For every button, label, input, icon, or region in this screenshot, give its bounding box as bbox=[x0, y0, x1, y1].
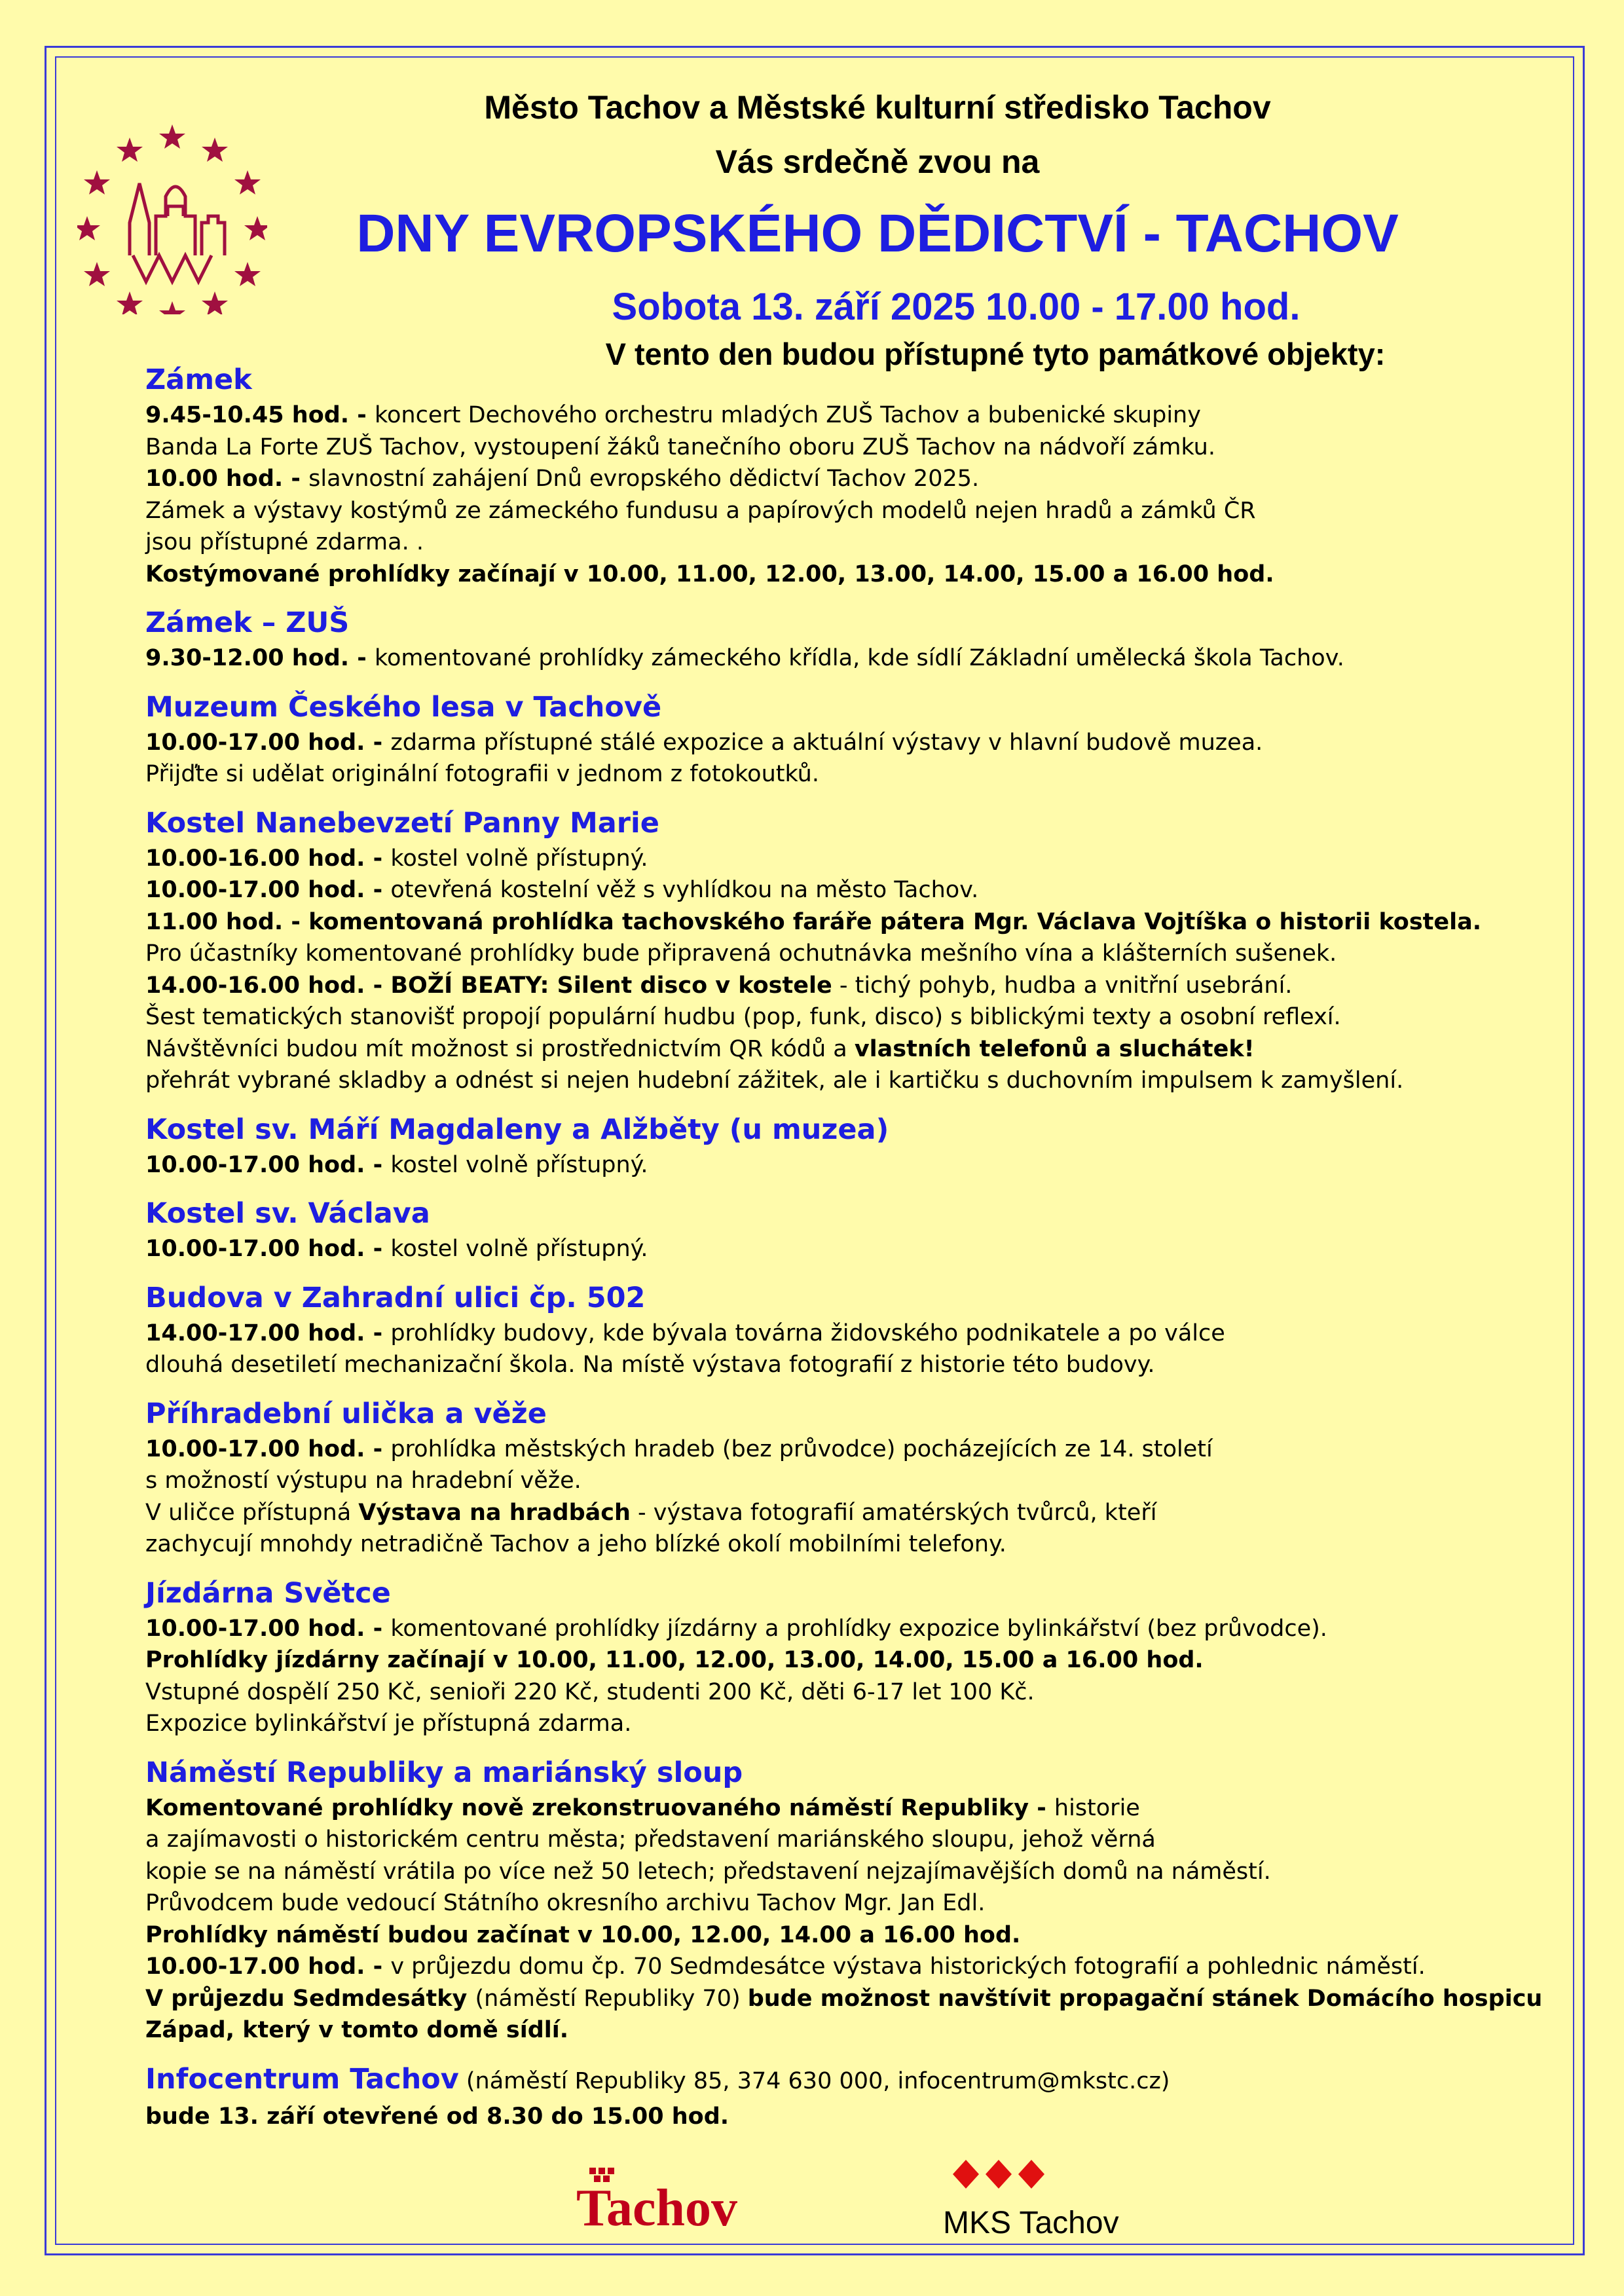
program-section bbox=[145, 688, 1553, 790]
section-title bbox=[145, 603, 1553, 642]
bold-text: 10.00-16.00 hod. - bbox=[145, 845, 391, 872]
program-line bbox=[145, 399, 1553, 432]
body-text: - tichý pohyb, hudba a vnitřní usebrání. bbox=[832, 972, 1293, 999]
program-line bbox=[145, 495, 1553, 527]
program-line bbox=[145, 1318, 1553, 1350]
program-line bbox=[145, 843, 1553, 875]
body-text: Návštěvníci budou mít možnost si prostřednictvím QR kódů a bbox=[145, 1035, 855, 1062]
program-line bbox=[145, 1528, 1553, 1561]
section-title bbox=[145, 2060, 1553, 2101]
bold-text: 14.00-17.00 hod. - bbox=[145, 1320, 391, 1346]
bold-text: bude 13. září otevřené od 8.30 do 15.00 hod. bbox=[145, 2103, 729, 2130]
bold-text: 10.00 hod. - bbox=[145, 466, 309, 492]
section-title bbox=[145, 1394, 1553, 1434]
program-section bbox=[145, 1574, 1553, 1740]
program-line bbox=[145, 463, 1553, 495]
section-title bbox=[145, 1278, 1553, 1318]
body-text: Banda La Forte ZUŠ Tachov, vystoupení žáků tanečního oboru ZUŠ Tachov na nádvoří zámku. bbox=[145, 434, 1215, 460]
section-title-text: Kostel sv. Václava bbox=[145, 1197, 430, 1230]
event-title: DNY EVROPSKÉHO DĚDICTVÍ - TACHOV bbox=[356, 204, 1399, 263]
program-section bbox=[145, 1278, 1553, 1381]
program-line bbox=[145, 1792, 1553, 1824]
program-line bbox=[145, 1065, 1553, 1097]
bold-text: 10.00-17.00 hod. - bbox=[145, 729, 391, 756]
body-text: Přijďte si udělat originální fotografii v jednom z fotokoutků. bbox=[145, 761, 819, 787]
body-text: komentované prohlídky zámeckého křídla, kde sídlí Základní umělecká škola Tachov. bbox=[374, 645, 1344, 671]
program-line bbox=[145, 1708, 1553, 1740]
program-line bbox=[145, 1951, 1553, 1983]
section-title bbox=[145, 688, 1553, 727]
section-title bbox=[145, 1574, 1553, 1613]
body-text: slavnostní zahájení Dnů evropského dědictví Tachov 2025. bbox=[308, 466, 980, 492]
program-line bbox=[145, 970, 1553, 1002]
intro-line: V tento den budou přístupné tyto památkové objekty: bbox=[605, 337, 1386, 371]
program-section bbox=[145, 2060, 1553, 2133]
bold-text: 10.00-17.00 hod. - bbox=[145, 877, 391, 903]
body-text: dlouhá desetiletí mechanizační škola. Na místě výstava fotografií z historie této budovy. bbox=[145, 1352, 1155, 1378]
program-line bbox=[145, 938, 1553, 970]
bold-text: 9.45-10.45 hod. - bbox=[145, 402, 375, 428]
program-line bbox=[145, 1887, 1553, 1919]
program-section bbox=[145, 804, 1553, 1097]
body-text: přehrát vybrané skladby a odnést si nejen hudební zážitek, ale i kartičku s duchovním impulsem k zamyšlení. bbox=[145, 1067, 1404, 1094]
body-text: jsou přístupné zdarma. . bbox=[145, 529, 424, 555]
organizers-line: Město Tachov a Městské kulturní středisko Tachov bbox=[484, 89, 1271, 126]
program-line bbox=[145, 1644, 1553, 1676]
bold-text: 10.00-17.00 hod. - bbox=[145, 1615, 391, 1642]
bold-text: Komentované prohlídky nově zrekonstruovaného náměstí Republiky - bbox=[145, 1794, 1054, 1821]
section-title-text: Příhradební ulička a věže bbox=[145, 1397, 547, 1430]
section-title-text: Muzeum Českého lesa v Tachově bbox=[145, 690, 662, 724]
program-section bbox=[145, 1194, 1553, 1265]
section-title bbox=[145, 804, 1553, 843]
section-title-text: Infocentrum Tachov bbox=[145, 2062, 459, 2096]
program-line bbox=[145, 527, 1553, 559]
body-text: Vstupné dospělí 250 Kč, senioři 220 Kč, studenti 200 Kč, děti 6-17 let 100 Kč. bbox=[145, 1678, 1035, 1705]
program-line bbox=[145, 1613, 1553, 1645]
section-title-text: Kostel sv. Máří Magdaleny a Alžběty (u muzea) bbox=[145, 1113, 889, 1146]
program-line bbox=[145, 1676, 1553, 1709]
program-section bbox=[145, 603, 1553, 675]
bold-text: 9.30-12.00 hod. - bbox=[145, 645, 375, 671]
body-text: V uličce přístupná bbox=[145, 1499, 359, 1526]
body-text: koncert Dechového orchestru mladých ZUŠ Tachov a bubenické skupiny bbox=[374, 402, 1201, 428]
program-line bbox=[145, 2014, 1553, 2046]
program-line bbox=[145, 874, 1553, 906]
program-section bbox=[145, 1110, 1553, 1181]
program-line bbox=[145, 1001, 1553, 1033]
body-text: v průjezdu domu čp. 70 Sedmdesátce výstava historických fotografií a pohlednic náměstí. bbox=[390, 1953, 1426, 1980]
invite-line: Vás srdečně zvou na bbox=[715, 143, 1040, 180]
program-line bbox=[145, 906, 1553, 938]
program-line bbox=[145, 1919, 1553, 1952]
bold-text: V průjezdu Sedmdesátky bbox=[145, 1985, 475, 2012]
bold-text: Výstava na hradbách bbox=[358, 1499, 631, 1526]
section-title bbox=[145, 360, 1553, 399]
body-text: (náměstí Republiky 70) bbox=[475, 1985, 748, 2012]
body-text: Pro účastníky komentované prohlídky bude připravená ochutnávka mešního vína a klášterních sušenek. bbox=[145, 940, 1337, 967]
section-title-text: Jízdárna Světce bbox=[145, 1576, 391, 1610]
section-title-suffix: (náměstí Republiky 85, 374 630 000, infocentrum@mkstc.cz) bbox=[458, 2067, 1170, 2094]
program-line bbox=[145, 1983, 1553, 2015]
program-line bbox=[145, 727, 1553, 759]
bold-text: bude možnost navštívit propagační stánek Domácího hospicu bbox=[747, 1985, 1543, 2012]
bold-text: Kostýmované prohlídky začínají v 10.00, 11.00, 12.00, 13.00, 14.00, 15.00 a 16.00 hod. bbox=[145, 561, 1274, 587]
tachov-logo-text: Tachov bbox=[576, 2179, 738, 2233]
program-line bbox=[145, 1856, 1553, 1888]
program-line bbox=[145, 1033, 1553, 1065]
section-title-text: Kostel Nanebevzetí Panny Marie bbox=[145, 806, 659, 840]
section-title-text: Budova v Zahradní ulici čp. 502 bbox=[145, 1281, 646, 1314]
body-text: Expozice bylinkářství je přístupná zdarma. bbox=[145, 1711, 632, 1737]
program-line bbox=[145, 559, 1553, 591]
program-line bbox=[145, 1465, 1553, 1497]
event-date: Sobota 13. září 2025 10.00 - 17.00 hod. bbox=[612, 286, 1301, 328]
program-line bbox=[145, 1349, 1553, 1381]
body-text: Průvodcem bude vedoucí Státního okresního archivu Tachov Mgr. Jan Edl. bbox=[145, 1890, 986, 1916]
bold-text: 10.00-17.00 hod. - bbox=[145, 1236, 391, 1262]
program-line bbox=[145, 642, 1553, 675]
program-section bbox=[145, 1394, 1553, 1561]
tachov-city-logo bbox=[576, 2168, 779, 2233]
section-title-text: Zámek – ZUŠ bbox=[145, 606, 350, 639]
section-title-text: Náměstí Republiky a mariánský sloup bbox=[145, 1756, 743, 1789]
bold-text: 10.00-17.00 hod. - bbox=[145, 1151, 391, 1178]
program-list bbox=[145, 360, 1553, 2145]
body-text: kopie se na náměstí vrátila po více než 50 letech; představení nejzajímavějších domů na náměstí. bbox=[145, 1858, 1271, 1885]
body-text: s možností výstupu na hradební věže. bbox=[145, 1468, 581, 1494]
body-text: zdarma přístupné stálé expozice a aktuální výstavy v hlavní budově muzea. bbox=[390, 729, 1263, 756]
body-text: - výstava fotografií amatérských tvůrců, kteří bbox=[630, 1499, 1157, 1526]
program-line bbox=[145, 1149, 1553, 1181]
section-title bbox=[145, 1194, 1553, 1233]
body-text: kostel volně přístupný. bbox=[390, 845, 648, 872]
body-text: komentované prohlídky jízdárny a prohlídky expozice bylinkářství (bez průvodce). bbox=[390, 1615, 1327, 1642]
bold-text: 11.00 hod. - komentovaná prohlídka tachovského faráře pátera Mgr. Václava Vojtíška o historii kostela. bbox=[145, 908, 1482, 935]
section-title-text: Zámek bbox=[145, 363, 252, 396]
mks-text: MKS Tachov bbox=[943, 2206, 1119, 2240]
body-text: prohlídka městských hradeb (bez průvodce) pocházejících ze 14. století bbox=[390, 1435, 1213, 1462]
program-line bbox=[145, 1434, 1553, 1466]
program-line bbox=[145, 758, 1553, 790]
body-text: kostel volně přístupný. bbox=[390, 1236, 648, 1262]
mks-tachov-logo bbox=[943, 2155, 1153, 2240]
body-text: Zámek a výstavy kostýmů ze zámeckého fundusu a papírových modelů nejen hradů a zámků ČR bbox=[145, 497, 1256, 524]
body-text: historie bbox=[1054, 1794, 1140, 1821]
body-text: kostel volně přístupný. bbox=[390, 1151, 648, 1178]
body-text: Šest tematických stanovišť propojí populární hudbu (pop, funk, disco) s biblickými texty a osobní reflexí. bbox=[145, 1004, 1341, 1030]
body-text: prohlídky budovy, kde bývala továrna židovského podnikatele a po válce bbox=[390, 1320, 1225, 1346]
body-text: otevřená kostelní věž s vyhlídkou na město Tachov. bbox=[390, 877, 979, 903]
program-section bbox=[145, 1753, 1553, 2046]
program-line bbox=[145, 1233, 1553, 1265]
bold-text: 10.00-17.00 hod. - bbox=[145, 1435, 391, 1462]
bold-text: Prohlídky náměstí budou začínat v 10.00, 12.00, 14.00 a 16.00 hod. bbox=[145, 1921, 1021, 1948]
section-title bbox=[145, 1110, 1553, 1149]
bold-text: Prohlídky jízdárny začínají v 10.00, 11.00, 12.00, 13.00, 14.00, 15.00 a 16.00 hod. bbox=[145, 1647, 1204, 1673]
bold-text: 14.00-16.00 hod. - BOŽÍ BEATY: Silent disco v kostele bbox=[145, 972, 832, 999]
program-line bbox=[145, 2101, 1553, 2133]
body-text: a zajímavosti o historickém centru města; představení mariánského sloupu, jehož věrná bbox=[145, 1826, 1156, 1853]
bold-text: 10.00-17.00 hod. - bbox=[145, 1953, 391, 1980]
bold-text: Západ, který v tomto domě sídlí. bbox=[145, 2017, 569, 2043]
bold-text: vlastních telefonů a sluchátek! bbox=[854, 1035, 1255, 1062]
section-title bbox=[145, 1753, 1553, 1792]
program-line bbox=[145, 1497, 1553, 1529]
mks-diamonds-icon bbox=[943, 2155, 1153, 2200]
program-section bbox=[145, 360, 1553, 590]
program-line bbox=[145, 432, 1553, 464]
program-line bbox=[145, 1824, 1553, 1856]
body-text: zachycují mnohdy netradičně Tachov a jeho blízké okolí mobilními telefony. bbox=[145, 1531, 1006, 1557]
